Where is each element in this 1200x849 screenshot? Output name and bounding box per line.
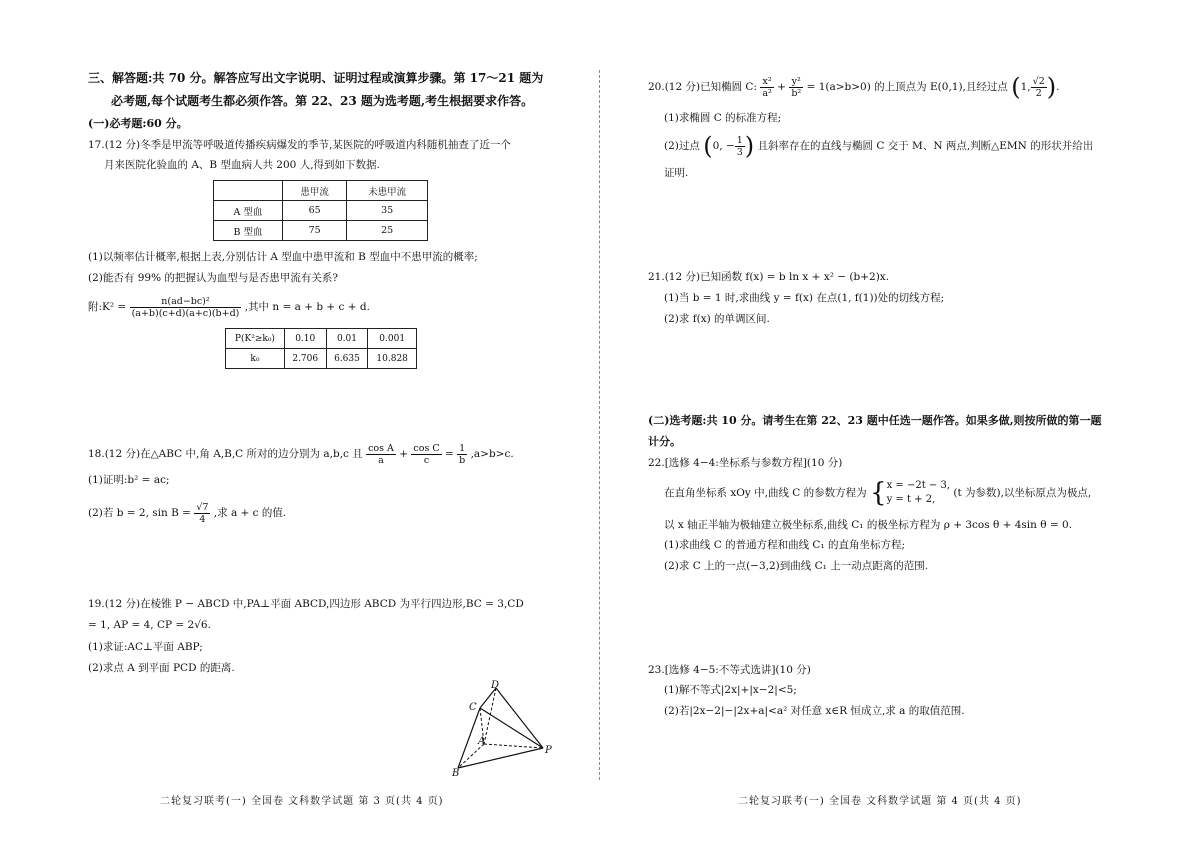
frac-num: x² <box>760 76 773 88</box>
vertex-label-c: C <box>469 702 477 713</box>
param-y-equation: y = t + 2, <box>886 494 936 505</box>
ktable-cell: 2.706 <box>284 349 326 369</box>
frac-den: b <box>459 454 466 466</box>
parametric-system <box>887 479 950 507</box>
q20-part2-fraction <box>735 135 745 158</box>
vertex-label-p: P <box>545 745 552 756</box>
vertex-label-d: D <box>491 680 500 691</box>
formula-denominator: (a+b)(c+d)(a+c)(b+d) <box>131 307 240 319</box>
right-page-footer: 二轮复习联考(一) 全国卷 文科数学试题 第 4 页(共 4 页) <box>738 796 1022 807</box>
ktable-cell: 0.10 <box>284 329 326 349</box>
q23-part1: (1)解不等式|2x|+|x−2|<5; <box>664 684 797 696</box>
ktable-cell: P(K²≥k₀) <box>226 329 285 349</box>
q18-part2-prefix: (2)若 b = 2, sin B = <box>88 507 191 519</box>
equals-sign: = <box>444 448 454 460</box>
elective-heading-line2: 计分。 <box>648 435 681 448</box>
q18-fraction-b <box>457 443 467 466</box>
edge-cp <box>480 708 543 748</box>
q18-part2-suffix: ,求 a + c 的值. <box>213 507 287 519</box>
q20-point-x: 1, <box>1020 81 1031 93</box>
q18-fraction-c <box>411 443 441 466</box>
frac-den: b² <box>791 87 802 99</box>
q22-prefix: 在直角坐标系 xOy 中,曲线 C 的参数方程为 <box>664 487 867 499</box>
q18-part2-fraction <box>194 502 210 525</box>
frac-num: cos C <box>413 442 440 454</box>
q19-part1: (1)求证:AC⊥平面 ABP; <box>88 641 203 653</box>
section3-heading-line1: 三、解答题:共 70 分。解答应写出文字说明、证明过程或演算步骤。第 17～21 题为 <box>88 71 544 85</box>
frac-den: 2 <box>1035 87 1042 99</box>
q20-part2 <box>664 131 1093 161</box>
q17-line1: 17.(12 分)冬季是甲流等呼吸道传播疾病爆发的季节,某医院的呼吸道内科随机抽查了近一个 <box>88 139 511 151</box>
table-cell: A 型血 <box>214 201 283 221</box>
q17-k-table <box>225 328 417 369</box>
formula-fraction <box>130 296 242 319</box>
ktable-cell: 10.828 <box>368 349 417 369</box>
q20-stem <box>648 72 1059 102</box>
q21-part1: (1)当 b = 1 时,求曲线 y = f(x) 在点(1, f(1))处的切线方程; <box>664 292 945 304</box>
q20-part2-line2: 证明. <box>664 167 689 179</box>
q18-stem <box>88 440 514 468</box>
frac-den: a <box>378 454 384 466</box>
q17-data-table <box>213 180 428 241</box>
q20-point-fraction <box>1031 76 1047 99</box>
table-cell: 25 <box>347 221 428 241</box>
q18-suffix: ,a>b>c. <box>470 448 514 460</box>
q19-part2: (2)求点 A 到平面 PCD 的距离. <box>88 662 235 674</box>
q20-part2-prefix: (2)过点 <box>664 140 700 152</box>
q22-line2: 以 x 轴正半轴为极轴建立极坐标系,曲线 C₁ 的极坐标方程为 ρ + 3cos θ + 4sin θ = 0. <box>664 519 1073 531</box>
q20-fraction-x <box>760 76 773 99</box>
edge-cb <box>458 708 480 768</box>
q17-line2: 月来医院化验血的 A、B 型血病人共 200 人,得到如下数据. <box>104 159 380 171</box>
formula-numerator: n(ad−bc)² <box>130 296 242 308</box>
table-header: 未患甲流 <box>347 181 428 201</box>
q21-stem: 21.(12 分)已知函数 f(x) = b ln x + x² − (b+2)x. <box>648 271 890 283</box>
left-paren: ( <box>1011 73 1021 101</box>
frac-num: 1 <box>457 443 467 455</box>
param-x-equation: x = −2t − 3, <box>886 480 950 491</box>
q23-title: 23.[选修 4−5:不等式选讲](10 分) <box>648 664 811 676</box>
frac-num: √7 <box>196 501 209 513</box>
table-header: 患甲流 <box>283 181 347 201</box>
left-paren: ( <box>703 132 713 160</box>
vertex-label-b: B <box>452 768 460 778</box>
q18-prefix: 18.(12 分)在△ABC 中,角 A,B,C 所对的边分别为 a,b,c 且 <box>88 448 363 460</box>
vertex-label-a: A <box>478 736 486 747</box>
q20-part2-point-x: 0, − <box>712 140 735 152</box>
q20-end: . <box>1056 81 1060 93</box>
ktable-cell: 6.635 <box>326 349 368 369</box>
q20-mid: = 1(a>b>0) 的上顶点为 E(0,1),且经过点 <box>806 81 1008 93</box>
left-brace: { <box>870 478 887 508</box>
q22-part1: (1)求曲线 C 的普通方程和曲线 C₁ 的直角坐标方程; <box>664 539 906 551</box>
formula-prefix: 附:K² = <box>88 301 127 313</box>
q20-fraction-y <box>789 76 803 99</box>
q22-stem <box>664 476 1091 510</box>
right-paren: ) <box>744 132 755 160</box>
page-divider <box>599 70 600 780</box>
q17-part1: (1)以频率估计概率,根据上表,分别估计 A 型血中患甲流和 B 型血中不患甲流的概率; <box>88 251 478 263</box>
q20-part1: (1)求椭圆 C 的标准方程; <box>664 112 782 124</box>
edge-dp <box>496 688 543 748</box>
q17-part2: (2)能否有 99% 的把握认为血型与是否患甲流有关系? <box>88 272 339 284</box>
q22-suffix: (t 为参数),以坐标原点为极点, <box>953 487 1092 499</box>
ktable-cell: 0.001 <box>368 329 417 349</box>
table-header-empty <box>214 181 283 201</box>
table-cell: B 型血 <box>214 221 283 241</box>
section3-heading-line2: 必考题,每个试题考生都必须作答。第 22、23 题为选考题,考生根据要求作答。 <box>111 94 534 108</box>
frac-num: 1 <box>736 134 743 146</box>
frac-den: 4 <box>199 513 206 525</box>
edge-bp <box>458 748 543 768</box>
q21-part2: (2)求 f(x) 的单调区间. <box>664 313 770 325</box>
pyramid-figure <box>448 678 563 778</box>
q22-part2: (2)求 C 上的一点(−3,2)到曲线 C₁ 上一动点距离的范围. <box>664 560 929 572</box>
frac-den: 3 <box>736 146 743 158</box>
q23-part2: (2)若|2x−2|−|2x+a|<a² 对任意 x∈R 恒成立,求 a 的取值范围. <box>664 705 965 717</box>
frac-num: √2 <box>1032 75 1045 87</box>
q20-prefix: 20.(12 分)已知椭圆 C: <box>648 81 757 93</box>
frac-den: a² <box>762 87 772 99</box>
ktable-cell: k₀ <box>226 349 285 369</box>
q18-part2 <box>88 500 286 526</box>
q19-line2: = 1, AP = 4, CP = 2√6. <box>88 619 211 631</box>
table-cell: 35 <box>347 201 428 221</box>
table-cell: 65 <box>283 201 347 221</box>
table-cell: 75 <box>283 221 347 241</box>
q18-part1: (1)证明:b² = ac; <box>88 474 170 486</box>
frac-den: c <box>423 454 430 466</box>
q19-line1: 19.(12 分)在棱锥 P − ABCD 中,PA⊥平面 ABCD,四边形 ABCD 为平行四边形,BC = 3,CD <box>88 598 524 610</box>
plus-sign: + <box>777 81 786 93</box>
plus-sign: + <box>399 448 409 460</box>
right-paren: ) <box>1046 73 1057 101</box>
frac-num: cos A <box>368 442 394 454</box>
required-section-label: (一)必考题:60 分。 <box>88 117 188 130</box>
q20-part2-suffix: 且斜率存在的直线与椭圆 C 交于 M、N 两点,判断△EMN 的形状并给出 <box>757 140 1094 152</box>
q18-fraction-a <box>366 443 396 466</box>
q22-title: 22.[选修 4−4:坐标系与参数方程](10 分) <box>648 457 843 469</box>
formula-suffix: ,其中 n = a + b + c + d. <box>244 301 370 313</box>
edge-ap <box>484 744 543 748</box>
left-page-footer: 二轮复习联考(一) 全国卷 文科数学试题 第 3 页(共 4 页) <box>160 796 444 807</box>
frac-num: y² <box>789 76 803 88</box>
ktable-cell: 0.01 <box>326 329 368 349</box>
elective-heading-line1: (二)选考题:共 10 分。请考生在第 22、23 题中任选一题作答。如果多做,则按所做的第一题 <box>648 414 1102 427</box>
q17-formula <box>88 294 370 320</box>
